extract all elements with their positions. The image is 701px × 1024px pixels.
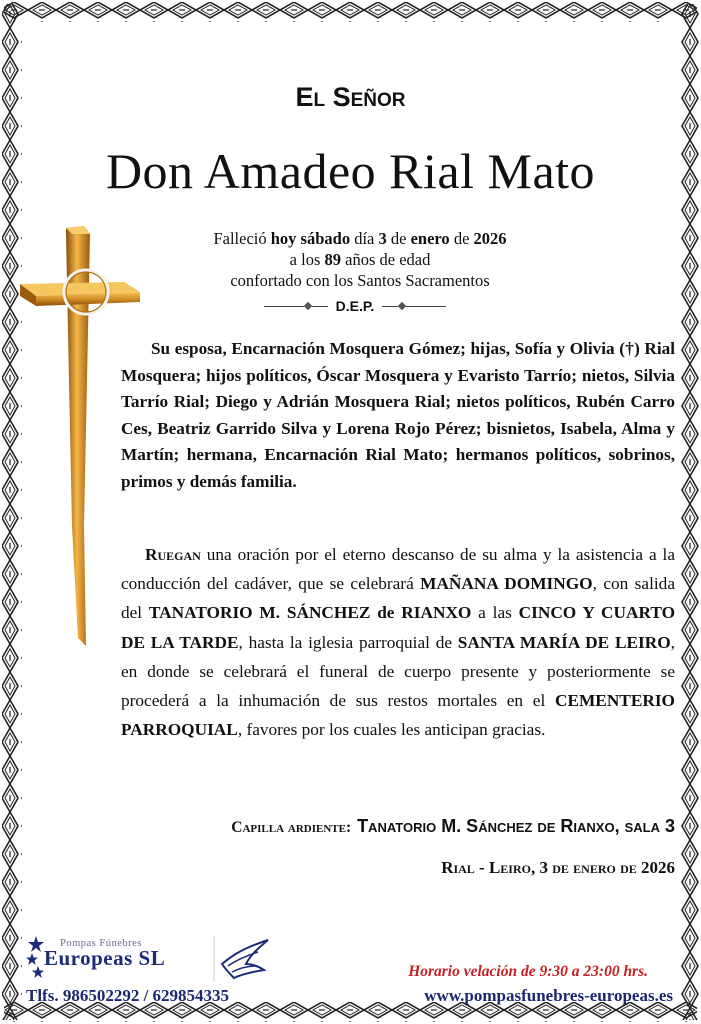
star-icon [26, 936, 46, 980]
logo-name: Europeas SL [44, 946, 166, 970]
phone-numbers: Tlfs. 986502292 / 629854335 [26, 986, 230, 1005]
website-link[interactable]: www.pompasfunebres-europeas.es [424, 986, 673, 1005]
ruegan-lead: Ruegan [145, 545, 201, 564]
death-info [150, 228, 570, 291]
honorific: El Señor [295, 82, 406, 112]
cemetery: CEMENTERIO PARROQUIAL [121, 691, 675, 740]
service-announcement: Ruegan una oración por el eterno descanso de su alma y la asistencia a la conducción del cadáver, que se celebrará MAÑANA DOMINGO, con salida del TANATORIO M. SÁNCHEZ de RIANXO a las CINCO Y CUARTO DE LA TARDE, hasta la iglesia parroquial de SANTA MARÍA DE LEIRO, en donde se celebrará el funeral de cuerpo presente y posteriormente se procederá a la inhumación de sus restos mortales en el CEMENTERIO PARROQUIAL, favores por los cuales les anticipan gracias. [121, 545, 676, 740]
dep-label: D.E.P. [335, 298, 375, 314]
divider-right [382, 303, 446, 309]
sacraments-line: confortado con los Santos Sacramentos [230, 271, 490, 290]
viewing-hours: Horario velación de 9:30 a 23:00 hrs. [408, 963, 648, 980]
place-date: Rial - Leiro, 3 de enero de 2026 [441, 858, 675, 877]
deceased-name: Don Amadeo Rial Mato [105, 143, 596, 199]
age-line: a los 89 años de edad [289, 250, 431, 269]
logo-tagline: Pompas Fúnebres [60, 938, 142, 949]
chapel-label: Capilla ardiente: [231, 819, 352, 836]
death-date-line: Falleció hoy sábado día 3 de enero de 2026 [213, 229, 507, 248]
family-list: Su esposa, Encarnación Mosquera Gómez; hijas, Sofía y Olivia (†) Rial Mosquera; hijos políticos, Óscar Mosquera y Evaristo Tarrío; nietos, Silvia Tarrío Rial; Diego y Adrián Mosquera Rial; nietos políticos, Rubén Carro Ces, Beatriz Garrido Silva y Lorena Rojo Pérez; bisnietos, Isabela, Alma y Martín; hermana, Encarnación Rial Mato; hermanos políticos, sobrinos, primos y demás familia. [121, 339, 675, 491]
service-time: CINCO Y CUARTO DE LA TARDE [121, 603, 676, 652]
chapel-value: Tanatorio M. Sánchez de Rianxo, sala 3 [357, 816, 675, 836]
chapel-info [120, 816, 675, 837]
dove-icon [212, 934, 274, 984]
service-day: MAÑANA DOMINGO [420, 574, 593, 594]
dep-separator [240, 296, 470, 316]
church: SANTA MARÍA DE LEIRO [457, 632, 671, 652]
divider-left [264, 303, 328, 309]
funeral-home: TANATORIO M. SÁNCHEZ de RIANXO [148, 603, 472, 623]
